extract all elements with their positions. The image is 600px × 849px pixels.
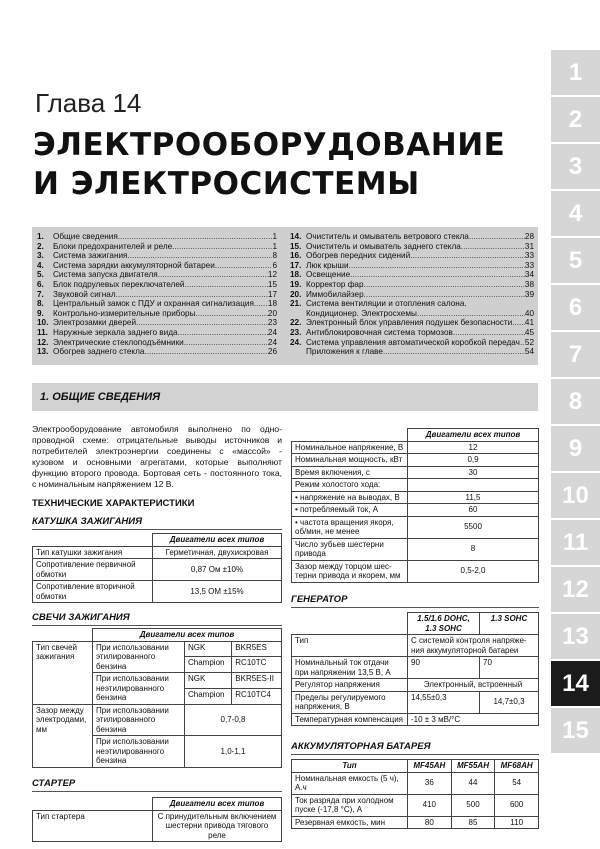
toc-entry[interactable] — [290, 270, 534, 280]
cell: Пределы регулируемого напряжения, В — [292, 691, 408, 713]
cell: Температурная компенсация — [292, 713, 408, 726]
toc-entry[interactable] — [290, 299, 534, 309]
cell: Сопротивление первичной обмотки — [33, 559, 153, 581]
generator-heading: ГЕНЕРАТОР — [291, 594, 348, 605]
toc-page: 1 — [272, 241, 277, 251]
cell: Резервная емкость, мин — [292, 816, 408, 829]
battery-heading-rule — [291, 754, 539, 755]
table-row — [292, 560, 539, 582]
cell: 30 — [408, 466, 539, 479]
toc-page: 33 — [524, 251, 534, 261]
toc-title: Приложения к главе — [306, 347, 383, 357]
toc-leader — [136, 318, 268, 328]
cell: Ток разряда при холодном пуске (-17,8 °С), А — [292, 794, 408, 816]
toc-leader — [215, 261, 273, 271]
battery-table — [291, 759, 539, 829]
cell: Тип катушки зажигания — [33, 546, 153, 559]
cell: NGK — [185, 673, 232, 689]
generator-col-1: 1.5/1.6 DOHC, 1.3 SOHC — [408, 613, 480, 635]
cell: 500 — [451, 794, 495, 816]
table-row — [292, 516, 539, 538]
cell: При использовании неэтилированного бензина — [93, 736, 185, 768]
cell: С системой контроля напряжения аккумуляторной батареи — [408, 635, 539, 657]
chapter-tab-15[interactable]: 15 — [551, 708, 600, 754]
toc-entry[interactable] — [37, 299, 277, 309]
chapter-tab-4[interactable]: 4 — [551, 191, 600, 237]
coil-col-header: Двигатели всех типов — [153, 534, 282, 547]
toc-title: Обогрев заднего стекла — [53, 347, 145, 357]
cell: Номинальный ток отдачи при напряжении 13,5 В, А — [292, 657, 408, 679]
cell: Номинальная мощность, кВт — [292, 454, 408, 467]
toc-leader — [128, 251, 273, 261]
toc-leader — [461, 242, 525, 252]
toc-leader — [512, 318, 525, 328]
toc-title: Корректор фар — [306, 279, 364, 289]
toc-left-column — [37, 232, 277, 357]
toc-leader — [350, 270, 525, 280]
cell: Сопротивление вторичной обмотки — [33, 581, 153, 603]
toc-page: 26 — [267, 347, 277, 357]
toc-page: 12 — [267, 270, 277, 280]
chapter-tab-7[interactable]: 7 — [551, 332, 600, 378]
toc-number: 16. — [290, 251, 302, 261]
toc-title: Система вентиляции и отопления салона. — [306, 299, 467, 309]
cell: NGK — [185, 641, 232, 657]
toc-number: 23. — [290, 327, 302, 337]
toc-leader — [254, 299, 268, 309]
cell: BKR5ES — [232, 641, 282, 657]
chapter-tab-10[interactable]: 10 — [551, 473, 600, 519]
toc-number: 13. — [37, 347, 49, 357]
cell: 44 — [451, 772, 495, 794]
cell: 410 — [408, 794, 452, 816]
table-row — [292, 691, 539, 713]
cell: 8 — [408, 538, 539, 560]
toc-title: Электрические стеклоподъёмники — [53, 337, 184, 347]
table-row — [292, 479, 539, 492]
toc-title: Звуковой сигнал — [53, 289, 116, 299]
toc-entry[interactable] — [290, 261, 534, 271]
tech-specs-heading: ТЕХНИЧЕСКИЕ ХАРАКТЕРИСТИКИ — [32, 498, 195, 509]
cell: 60 — [408, 504, 539, 517]
toc-page: 24 — [267, 327, 277, 337]
toc-leader — [184, 280, 267, 290]
cell: 13,5 ОМ ±15% — [153, 581, 282, 603]
toc-title: Система запуска двигателя — [53, 270, 158, 280]
toc-number: 2. — [37, 241, 44, 251]
cell: 0,9 — [408, 454, 539, 467]
toc-number: 21. — [290, 299, 302, 309]
toc-entry[interactable] — [37, 347, 277, 357]
toc-number: 5. — [37, 270, 44, 280]
toc-title: Блоки предохранителей и реле — [53, 241, 173, 251]
toc-entry[interactable] — [37, 280, 277, 290]
chapter-tab-6[interactable]: 6 — [551, 285, 600, 331]
cell: Число зубьев шестерни привода — [292, 538, 408, 560]
toc-entry[interactable] — [37, 328, 277, 338]
toc-leader — [158, 270, 268, 280]
toc-entry[interactable] — [37, 290, 277, 300]
toc-entry[interactable] — [37, 242, 277, 252]
table-row — [33, 810, 282, 842]
toc-number: 15. — [290, 241, 302, 251]
battery-col-type: Тип — [292, 760, 408, 773]
toc-page: 31 — [524, 241, 534, 251]
table-row — [292, 538, 539, 560]
toc-entry[interactable] — [290, 347, 534, 357]
toc-title: Освещение — [306, 270, 351, 280]
toc-page: 18 — [267, 299, 277, 309]
toc-leader — [383, 347, 525, 357]
generator-heading-rule — [291, 607, 539, 608]
table-of-contents — [32, 227, 538, 365]
table-row — [292, 679, 539, 692]
chapter-tab-2[interactable]: 2 — [551, 97, 600, 143]
cell: 5500 — [408, 516, 539, 538]
cell: При использовании этилированного бензина — [93, 641, 185, 673]
cell: 0,7-0,8 — [185, 704, 282, 736]
plugs-table — [32, 628, 282, 768]
plugs-heading-rule — [32, 625, 282, 626]
chapter-tab-1[interactable]: 1 — [551, 50, 600, 96]
toc-number: 18. — [290, 270, 302, 280]
cell: 90 — [408, 657, 480, 679]
toc-page: 45 — [524, 327, 534, 337]
battery-col-2: MF55AH — [451, 760, 495, 773]
cell: Номинальное напряжение, В — [292, 441, 408, 454]
chapter-title-line1: ЭЛЕКТРООБОРУДОВАНИЕ — [33, 127, 506, 163]
cell: 11,5 — [408, 491, 539, 504]
toc-leader — [469, 232, 525, 242]
toc-leader — [195, 309, 267, 319]
toc-page: 54 — [524, 347, 534, 357]
toc-page: 17 — [267, 289, 277, 299]
chapter-tab-5[interactable]: 5 — [551, 238, 600, 284]
toc-leader — [116, 290, 268, 300]
toc-entry[interactable] — [290, 338, 534, 348]
cell: Зазор между электродами, мм — [33, 704, 93, 767]
cell: Номинальная емкость (5 ч), А.ч — [292, 772, 408, 794]
cell: 14,7±0,3 — [480, 691, 539, 713]
table-row — [292, 713, 539, 726]
toc-title: Иммобилайзер — [306, 289, 364, 299]
battery-col-3: MF68AH — [495, 760, 539, 773]
cell: Регулятор напряжения — [292, 679, 408, 692]
toc-leader — [364, 280, 525, 290]
table-row — [292, 504, 539, 517]
toc-leader — [144, 347, 267, 357]
toc-page: 34 — [524, 270, 534, 280]
toc-number: 12. — [37, 337, 49, 347]
coil-heading-rule — [32, 529, 282, 530]
toc-leader — [178, 328, 268, 338]
table-row — [33, 641, 282, 657]
intro-paragraph: Электрооборудование автомобиля выполнено по однопроводной схеме: отрицательные выводы источников и потребителей электроэнергии соединены с «массой» - кузовом и основными агрегатами, которые выполняют функцию второго провода. Бортовая сеть - постоянного тока, с номинальным напряжением 12 В. — [32, 424, 282, 490]
cell: Герметичная, двухискровая — [153, 546, 282, 559]
toc-page: 23 — [267, 318, 277, 328]
toc-number: 6. — [37, 279, 44, 289]
table-row — [33, 559, 282, 581]
toc-page: 33 — [524, 260, 534, 270]
cell: Champion — [185, 657, 232, 673]
plugs-heading: СВЕЧИ ЗАЖИГАНИЯ — [32, 612, 130, 623]
toc-leader — [184, 338, 268, 348]
toc-title: Очиститель и омыватель заднего стекла — [306, 241, 461, 251]
table-row — [292, 794, 539, 816]
toc-page: 8 — [272, 251, 277, 261]
toc-number: 17. — [290, 260, 302, 270]
table-row — [292, 466, 539, 479]
toc-number: 10. — [37, 318, 49, 328]
toc-number: 11. — [37, 327, 48, 337]
cell: 14,55±0,3 — [408, 691, 480, 713]
toc-title: Обогрев передних сидений — [306, 251, 411, 261]
chapter-tab-9[interactable]: 9 — [551, 426, 600, 472]
toc-number: 24. — [290, 337, 302, 347]
toc-page: 40 — [524, 308, 534, 318]
toc-page: 28 — [524, 232, 534, 241]
table-row — [292, 441, 539, 454]
toc-leader — [172, 242, 272, 252]
toc-title: Электрозамки дверей — [53, 318, 137, 328]
toc-title: Антиблокировочная система тормозов — [306, 327, 453, 337]
cell: Тип свечей зажигания — [33, 641, 93, 704]
cell: Зазор между торцом шестерни привода и якорем, мм — [292, 560, 408, 582]
chapter-tab-11[interactable]: 11 — [551, 520, 600, 566]
toc-title: Центральный замок с ПДУ и охранная сигнализация — [53, 299, 254, 309]
cell: 110 — [495, 816, 539, 829]
cell: 80 — [408, 816, 452, 829]
generator-table — [291, 612, 539, 726]
coil-heading: КАТУШКА ЗАЖИГАНИЯ — [32, 516, 143, 527]
cell: RC10TC4 — [232, 688, 282, 704]
toc-right-column — [290, 232, 534, 357]
toc-entry[interactable] — [37, 251, 277, 261]
toc-leader — [349, 261, 525, 271]
toc-entry[interactable] — [290, 309, 534, 319]
chapter-tab-14[interactable]: 14 — [551, 661, 600, 707]
chapter-tab-13[interactable]: 13 — [551, 614, 600, 660]
starter-specs-col-header: Двигатели всех типов — [408, 429, 539, 442]
cell: RC10TC — [232, 657, 282, 673]
battery-heading: АККУМУЛЯТОРНАЯ БАТАРЕЯ — [291, 741, 431, 752]
toc-page: 41 — [524, 318, 534, 328]
section-header: 1. ОБЩИЕ СВЕДЕНИЯ — [32, 383, 538, 411]
toc-page: 39 — [524, 289, 534, 299]
toc-number: 9. — [37, 308, 44, 318]
toc-number: 20. — [290, 289, 302, 299]
toc-number — [290, 309, 306, 319]
cell: С принудительным включением шестерни привода тягового реле — [153, 810, 282, 842]
toc-entry[interactable] — [290, 242, 534, 252]
table-row — [33, 704, 282, 736]
toc-entry[interactable] — [37, 318, 277, 328]
toc-number: 22. — [290, 318, 302, 328]
starter-heading: СТАРТЕР — [32, 778, 76, 789]
cell: Тип стартера — [33, 810, 153, 842]
toc-page: 24 — [267, 337, 277, 347]
toc-title: Наружные зеркала заднего вида — [53, 327, 178, 337]
cell: 70 — [480, 657, 539, 679]
toc-leader — [417, 309, 525, 319]
chapter-tab-12[interactable]: 12 — [551, 567, 600, 613]
toc-number: 7. — [37, 289, 44, 299]
toc-entry[interactable] — [290, 232, 534, 242]
toc-entry[interactable] — [290, 328, 534, 338]
cell: При использовании неэтилированного бензина — [93, 673, 185, 705]
cell: 0,87 Ом ±10% — [153, 559, 282, 581]
cell: 1,0-1,1 — [185, 736, 282, 768]
table-row — [33, 581, 282, 603]
table-row — [33, 546, 282, 559]
coil-table — [32, 533, 282, 603]
toc-entry[interactable] — [290, 290, 534, 300]
cell: 600 — [495, 794, 539, 816]
cell: • частота вращения якоря, об/мин, не менее — [292, 516, 408, 538]
toc-entry[interactable] — [37, 232, 277, 242]
cell: Режим холостого хода: — [292, 479, 408, 492]
cell: -10 ± 3 мВ/°С — [408, 713, 539, 726]
toc-page: 15 — [267, 279, 277, 289]
toc-number: 4. — [37, 260, 44, 270]
generator-col-2: 1.3 SOHC — [480, 613, 539, 635]
toc-number: 3. — [37, 251, 44, 261]
cell: 54 — [495, 772, 539, 794]
toc-page: 38 — [524, 279, 534, 289]
battery-col-1: MF45AH — [408, 760, 452, 773]
cell: 36 — [408, 772, 452, 794]
toc-title: Кондиционер. Электросхемы — [306, 308, 417, 318]
chapter-label: Глава 14 — [35, 88, 142, 118]
starter-col-header: Двигатели всех типов — [153, 798, 282, 811]
cell: Тип — [292, 635, 408, 657]
toc-page: 6 — [272, 260, 277, 270]
cell: При использовании этилированного бензина — [93, 704, 185, 736]
toc-number: 14. — [290, 232, 302, 241]
table-row — [292, 816, 539, 829]
table-row — [292, 772, 539, 794]
cell: Время включения, с — [292, 466, 408, 479]
toc-entry[interactable] — [290, 318, 534, 328]
toc-title: Система управления автоматической коробкой передач — [306, 337, 520, 347]
toc-entry[interactable] — [290, 280, 534, 290]
cell: 12 — [408, 441, 539, 454]
toc-title: Система зажигания — [53, 251, 128, 261]
table-row — [292, 454, 539, 467]
toc-title: Очиститель и омыватель ветрового стекла — [306, 232, 469, 241]
starter-table — [32, 797, 282, 842]
cell — [408, 479, 539, 492]
chapter-title-line2: И ЭЛЕКТРОСИСТЕМЫ — [33, 166, 420, 202]
plugs-col-header: Двигатели всех типов — [93, 629, 282, 642]
cell: • потребляемый ток, А — [292, 504, 408, 517]
toc-leader — [364, 290, 525, 300]
toc-number — [290, 347, 306, 357]
toc-page: 1 — [272, 232, 277, 241]
toc-page: 52 — [524, 337, 534, 347]
table-row — [292, 635, 539, 657]
toc-title: Люк крыши — [306, 260, 349, 270]
cell: • напряжение на выводах, В — [292, 491, 408, 504]
cell: Champion — [185, 688, 232, 704]
toc-number: 8. — [37, 299, 44, 309]
chapter-tab-8[interactable]: 8 — [551, 379, 600, 425]
toc-entry[interactable] — [37, 270, 277, 280]
cell: BKR5ES-II — [232, 673, 282, 689]
cell: Электронный, встроенный — [408, 679, 539, 692]
toc-entry[interactable] — [290, 251, 534, 261]
toc-entry[interactable] — [37, 338, 277, 348]
toc-title: Контрольно-измерительные приборы — [53, 308, 196, 318]
toc-number: 1. — [37, 232, 44, 241]
toc-title: Блок подрулевых переключателей — [53, 279, 185, 289]
cell: 85 — [451, 816, 495, 829]
toc-number: 19. — [290, 279, 302, 289]
toc-title: Система зарядки аккумуляторной батареи — [53, 260, 215, 270]
toc-page: 20 — [267, 308, 277, 318]
starter-heading-rule — [32, 791, 282, 792]
toc-leader — [410, 251, 525, 261]
table-row — [292, 491, 539, 504]
chapter-tab-3[interactable]: 3 — [551, 144, 600, 190]
starter-specs-table — [291, 428, 539, 583]
cell: 0,5-2,0 — [408, 560, 539, 582]
toc-title: Общие сведения — [53, 232, 118, 241]
toc-entry[interactable] — [37, 309, 277, 319]
toc-leader — [453, 328, 525, 338]
table-row — [292, 657, 539, 679]
toc-title: Электронный блок управления подушек безопасности — [306, 318, 513, 328]
toc-entry[interactable] — [37, 261, 277, 271]
toc-leader — [118, 232, 273, 242]
